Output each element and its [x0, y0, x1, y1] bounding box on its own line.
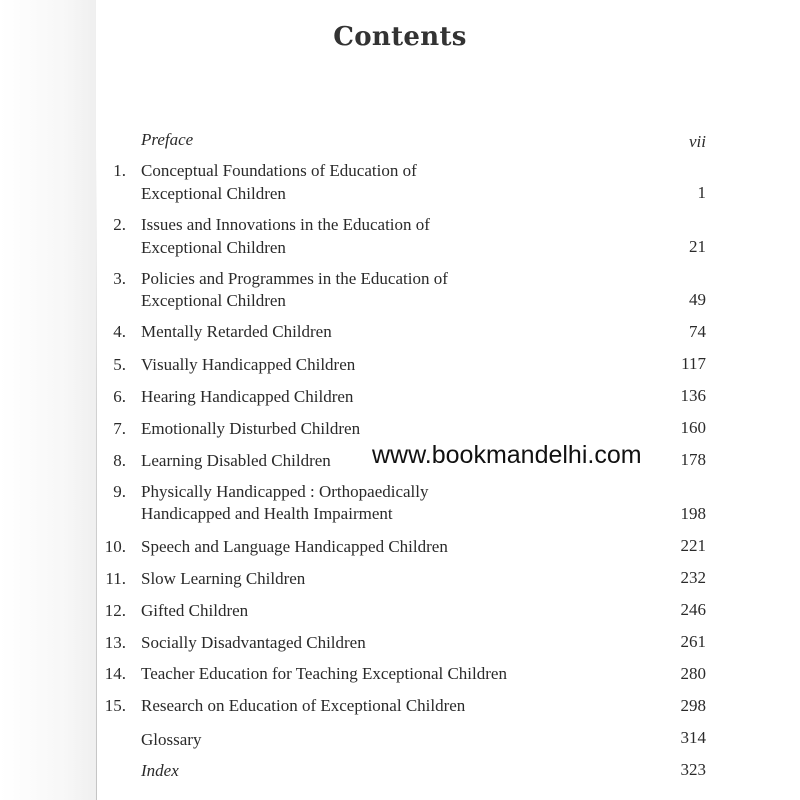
entry-title: Speech and Language Handicapped Children: [141, 537, 448, 556]
page-title: Contents: [333, 22, 467, 52]
entry-title: Glossary: [141, 730, 202, 749]
entry-title: Mentally Retarded Children: [141, 322, 332, 341]
entry-number: 3.: [113, 269, 126, 288]
entry-number: 8.: [113, 451, 126, 470]
entry-title: Physically Handicapped : Orthopaedically: [141, 482, 429, 501]
entry-title-continued: Handicapped and Health Impairment: [141, 504, 393, 523]
entry-page: 136: [680, 386, 706, 405]
entry-number: 12.: [104, 601, 126, 620]
entry-number: 1.: [113, 161, 126, 180]
entry-number: 5.: [113, 355, 126, 374]
entry-title: Conceptual Foundations of Education of: [141, 161, 417, 180]
entry-number: 14.: [104, 664, 126, 683]
entry-page: 160: [680, 418, 706, 437]
entry-page: 261: [680, 632, 706, 651]
entry-page: 21: [689, 237, 706, 256]
entry-page: 74: [689, 322, 706, 341]
entry-page: 117: [681, 354, 706, 373]
entry-title: Teacher Education for Teaching Exceptional Children: [141, 664, 507, 683]
entry-page: vii: [689, 132, 706, 151]
entry-title: Slow Learning Children: [141, 569, 306, 588]
entry-number: 15.: [104, 696, 126, 715]
entry-title: Research on Education of Exceptional Children: [141, 696, 466, 715]
entry-number: 2.: [113, 215, 126, 234]
entry-page: 221: [680, 536, 706, 555]
entry-title: Emotionally Disturbed Children: [141, 419, 361, 438]
entry-number: 10.: [104, 537, 126, 556]
entry-number: 6.: [113, 387, 126, 406]
entry-number: 9.: [113, 482, 126, 501]
entry-title: Visually Handicapped Children: [141, 355, 356, 374]
entry-page: 1: [697, 183, 706, 202]
entry-page: 298: [680, 696, 706, 715]
entry-page: 280: [680, 664, 706, 683]
entry-number: 11.: [105, 569, 126, 588]
entry-page: 314: [680, 728, 706, 747]
entry-title: Preface: [141, 130, 194, 149]
entry-title: Index: [141, 761, 179, 780]
entry-page: 178: [680, 450, 706, 469]
entry-title: Gifted Children: [141, 601, 249, 620]
entry-title-continued: Exceptional Children: [141, 238, 286, 257]
entry-title: Policies and Programmes in the Education of: [141, 269, 448, 288]
entry-page: 323: [680, 760, 706, 779]
entry-title-continued: Exceptional Children: [141, 291, 286, 310]
entry-number: 4.: [113, 322, 126, 341]
entry-title: Learning Disabled Children: [141, 451, 331, 470]
entry-page: 49: [689, 290, 706, 309]
watermark-url: www.bookmandelhi.com: [372, 441, 642, 469]
entry-number: 7.: [113, 419, 126, 438]
entry-page: 198: [680, 504, 706, 523]
entry-title: Hearing Handicapped Children: [141, 387, 354, 406]
entry-number: 13.: [104, 633, 126, 652]
entry-page: 246: [680, 600, 706, 619]
entry-page: 232: [680, 568, 706, 587]
entry-title: Socially Disadvantaged Children: [141, 633, 366, 652]
entry-title-continued: Exceptional Children: [141, 184, 286, 203]
entry-title: Issues and Innovations in the Education of: [141, 215, 430, 234]
